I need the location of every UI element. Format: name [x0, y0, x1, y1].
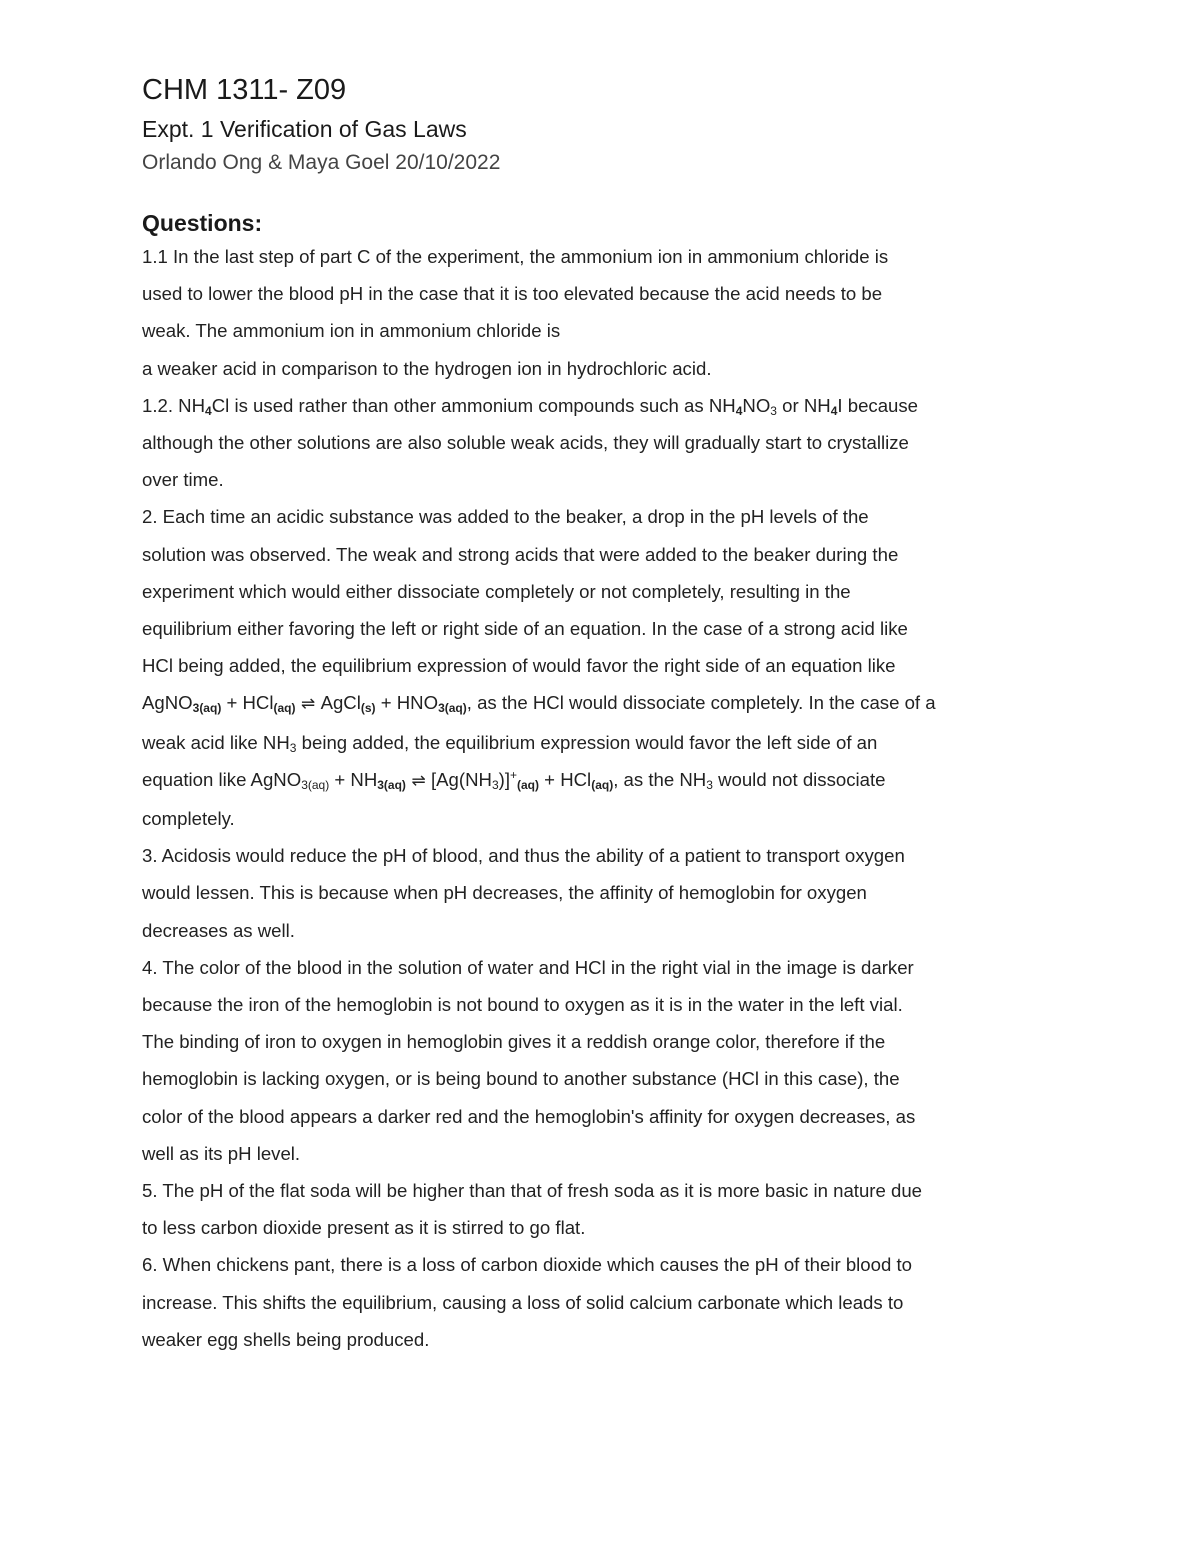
text-line: 4. The color of the blood in the solution of water and HCl in the right vial in the image is darker: [142, 956, 914, 978]
answers-body: [142, 238, 1062, 1358]
subscript: 3(aq): [377, 777, 406, 792]
text-line: The binding of iron to oxygen in hemoglobin gives it a reddish orange color, therefore if the: [142, 1031, 886, 1053]
text-line: hemoglobin is lacking oxygen, or is being bound to another substance (HCl in this case), the: [142, 1068, 900, 1090]
text-run: + HCl: [539, 768, 592, 790]
answer-1-2: [142, 387, 1062, 499]
answer-3: [142, 837, 1062, 949]
text-line: equilibrium either favoring the left or right side of an equation. In the case of a strong acid like: [142, 618, 908, 640]
subscript: 3: [770, 403, 777, 418]
text-line: although the other solutions are also soluble weak acids, they will gradually start to crystallize: [142, 432, 909, 454]
subscript: (s): [360, 701, 376, 716]
text-line: well as its pH level.: [142, 1142, 301, 1164]
equation-line-weak-acid: [142, 761, 1062, 800]
text-line: experiment which would either dissociate completely or not completely, resulting in the: [142, 580, 851, 602]
text-line: weak. The ammonium ion in ammonium chloride is: [142, 320, 561, 342]
text-line: 6. When chickens pant, there is a loss of carbon dioxide which causes the pH of their blood to: [142, 1254, 913, 1276]
text-line-with-formulas: [142, 387, 1062, 424]
course-title: CHM 1311- Z09: [142, 74, 347, 106]
text-run: , as the HCl would dissociate completely. In the case of a: [466, 692, 936, 714]
text-run: )]: [498, 768, 510, 790]
text-run: [Ag(NH: [430, 768, 492, 790]
subscript: (aq): [517, 777, 540, 792]
text-run: I because: [837, 394, 919, 416]
text-line: because the iron of the hemoglobin is not bound to oxygen as it is in the water in the left vial.: [142, 994, 903, 1016]
text-run: NO: [742, 394, 771, 416]
text-line: 3. Acidosis would reduce the pH of blood, and thus the ability of a patient to transport oxygen: [142, 845, 905, 867]
text-run: 1.2. NH: [142, 394, 206, 416]
text-run: + HNO: [375, 692, 439, 714]
text-line: used to lower the blood pH in the case that it is too elevated because the acid needs to be: [142, 283, 883, 305]
text-line: increase. This shifts the equilibrium, causing a loss of solid calcium carbonate which leads to: [142, 1291, 904, 1313]
text-run: or NH: [776, 394, 831, 416]
equilibrium-arrow-icon: ⇌: [405, 770, 431, 791]
text-line: 2. Each time an acidic substance was added to the beaker, a drop in the pH levels of the: [142, 506, 869, 528]
questions-heading: Questions:: [142, 210, 263, 236]
text-run: + NH: [329, 768, 378, 790]
equilibrium-arrow-icon: ⇌: [295, 694, 321, 715]
text-run: + HCl: [221, 692, 274, 714]
text-line: to less carbon dioxide present as it is stirred to go flat.: [142, 1217, 586, 1239]
document-content: [142, 72, 1062, 1358]
text-run: , as the NH: [613, 768, 707, 790]
subscript: 3: [706, 777, 713, 792]
subscript: 3(aq): [192, 701, 222, 716]
text-run: AgNO: [142, 692, 193, 714]
text-line: weaker egg shells being produced.: [142, 1328, 430, 1350]
subscript: 3(aq): [301, 777, 330, 792]
text-line: over time.: [142, 469, 224, 491]
text-run: being added, the equilibrium expression would favor the left side of an: [296, 731, 878, 753]
answer-6: [142, 1246, 1062, 1358]
text-line: a weaker acid in comparison to the hydrogen ion in hydrochloric acid.: [142, 357, 712, 379]
subscript: 4: [205, 403, 212, 418]
text-line: HCl being added, the equilibrium expression of would favor the right side of an equation like: [142, 655, 896, 677]
subscript: 4: [735, 403, 743, 418]
text-line: 1.1 In the last step of part C of the experiment, the ammonium ion in ammonium chloride is: [142, 246, 889, 267]
authors-date: Orlando Ong & Maya Goel 20/10/2022: [142, 151, 501, 174]
subscript: 3(aq): [438, 701, 467, 716]
experiment-title: Expt. 1 Verification of Gas Laws: [142, 116, 467, 142]
answer-1-1: [142, 238, 1062, 387]
subscript: (aq): [591, 777, 614, 792]
subscript: 4: [830, 403, 838, 418]
superscript: +: [510, 767, 518, 782]
text-run: Cl is used rather than other ammonium compounds such as NH: [211, 394, 736, 416]
subscript: (aq): [273, 701, 296, 716]
text-line: would lessen. This is because when pH decreases, the affinity of hemoglobin for oxygen: [142, 882, 867, 904]
text-line: decreases as well.: [142, 919, 295, 941]
text-line: color of the blood appears a darker red and the hemoglobin's affinity for oxygen decreases, as: [142, 1105, 916, 1127]
answer-4: [142, 949, 1062, 1172]
text-run: AgCl: [320, 692, 361, 714]
text-run: would not dissociate: [712, 768, 886, 790]
text-run: equation like AgNO: [142, 768, 302, 790]
answer-2: [142, 498, 1062, 837]
answer-5: [142, 1172, 1062, 1246]
text-line-with-formulas: [142, 724, 1062, 761]
text-line: completely.: [142, 808, 235, 830]
text-line: solution was observed. The weak and strong acids that were added to the beaker during the: [142, 543, 899, 565]
equation-line-strong-acid: [142, 684, 1062, 723]
text-line: 5. The pH of the flat soda will be higher than that of fresh soda as it is more basic in nature due: [142, 1180, 923, 1202]
subscript: 3: [491, 777, 499, 792]
text-run: weak acid like NH: [142, 731, 290, 753]
subscript: 3: [289, 740, 297, 755]
